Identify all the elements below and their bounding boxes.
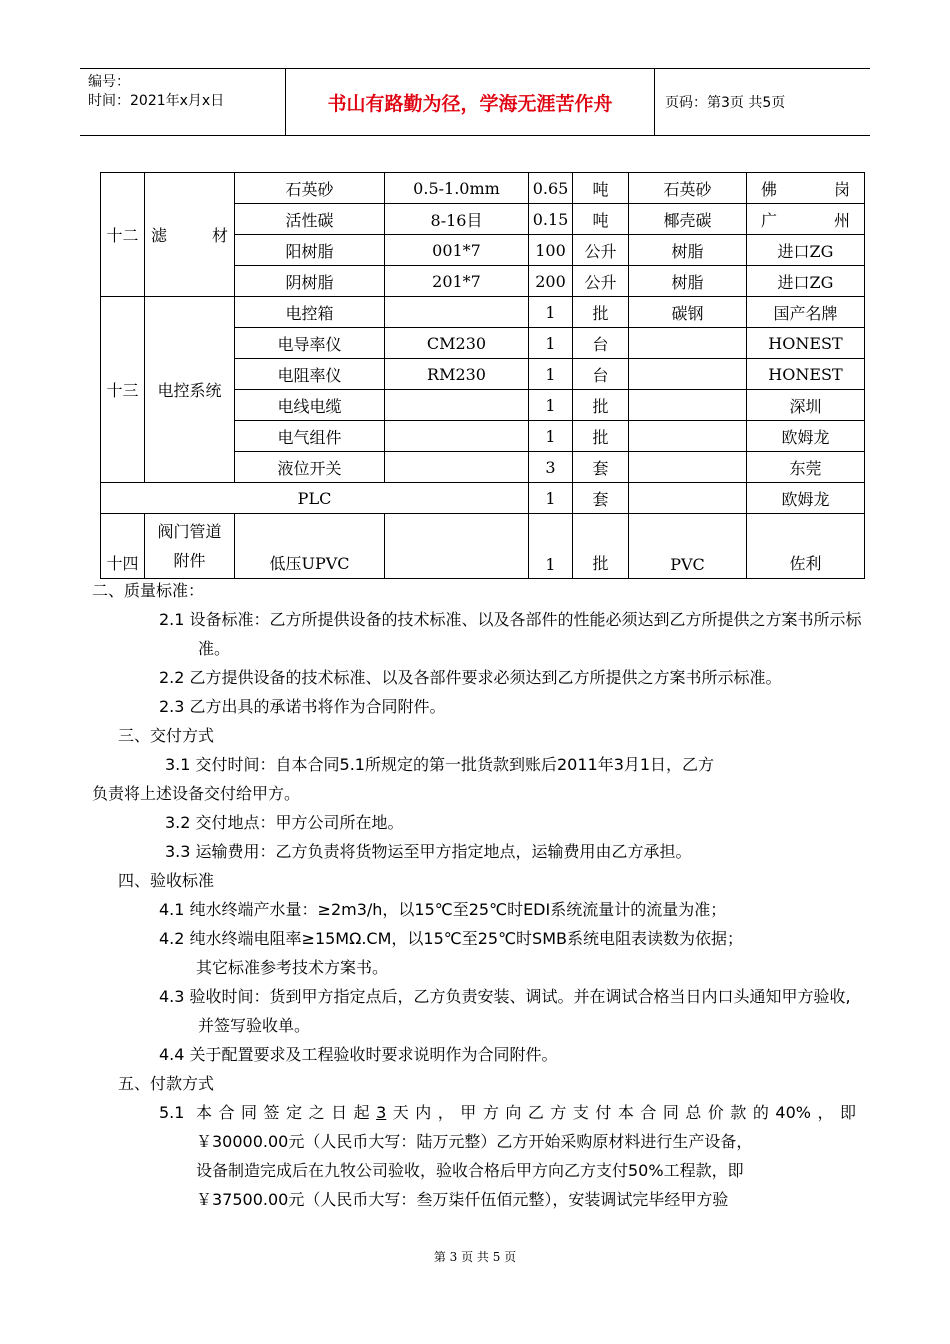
item-spec: 0.5-1.0mm [385, 173, 529, 204]
item-name: 石英砂 [235, 173, 385, 204]
item-material: 石英砂 [629, 173, 747, 204]
clause-3-1: 3.1 交付时间：自本合同5.1所规定的第一批货款到账后2011年3月1日，乙方 [165, 755, 715, 774]
item-unit: 批 [573, 421, 629, 452]
item-qty: 1 [529, 328, 573, 359]
item-spec [385, 421, 529, 452]
item-material [629, 452, 747, 483]
item-name: 活性碳 [235, 204, 385, 235]
group-number: 十四 [101, 514, 145, 579]
group-name: 滤 材 [145, 173, 235, 297]
table-row [101, 514, 865, 579]
clause-5-1-line2: ￥30000.00元（人民币大写：陆万元整）乙方开始采购原材料进行生产设备， [196, 1132, 753, 1151]
item-material: PVC [629, 514, 747, 579]
item-name: 电导率仪 [235, 328, 385, 359]
item-qty: 200 [529, 266, 573, 297]
item-name: PLC [101, 483, 529, 514]
clause-2-1: 2.1 设备标准：乙方所提供设备的技术标准、以及各部件的性能必须达到乙方所提供之方案书所示标准。 [159, 610, 862, 658]
item-material: 树脂 [629, 235, 747, 266]
item-origin: 欧姆龙 [747, 483, 865, 514]
item-material [629, 483, 747, 514]
clause-5-1-line4: ￥37500.00元（人民币大写：叁万柒仟伍佰元整），安装调试完毕经甲方验 [196, 1190, 729, 1209]
item-qty: 1 [529, 359, 573, 390]
clause-5-1: 5.1 本合同签定之日起3天内，甲方向乙方支付本合同总价款的40%，即 [159, 1103, 856, 1122]
item-unit: 批 [573, 297, 629, 328]
item-qty: 100 [529, 235, 573, 266]
item-spec [385, 390, 529, 421]
item-origin: 欧姆龙 [747, 421, 865, 452]
clause-4-1: 4.1 纯水终端产水量：≥2m3/h，以15℃至25℃时EDI系统流量计的流量为准； [159, 900, 727, 919]
clause-4-2: 4.2 纯水终端电阻率≥15MΩ.CM，以15℃至25℃时SMB系统电阻表读数为依据； [159, 929, 743, 948]
item-spec: CM230 [385, 328, 529, 359]
item-qty: 0.15 [529, 204, 573, 235]
item-material [629, 328, 747, 359]
item-unit: 批 [573, 514, 629, 579]
clause-5-1-line3: 设备制造完成后在九牧公司验收，验收合格后甲方向乙方支付50%工程款，即 [196, 1161, 744, 1180]
item-origin: 进口ZG [747, 235, 865, 266]
item-qty: 1 [529, 390, 573, 421]
item-origin: HONEST [747, 328, 865, 359]
clause-4-4: 4.4 关于配置要求及工程验收时要求说明作为合同附件。 [159, 1045, 558, 1064]
item-material [629, 390, 747, 421]
item-unit: 公升 [573, 235, 629, 266]
item-spec [385, 297, 529, 328]
item-origin: 国产名牌 [747, 297, 865, 328]
item-spec: 201*7 [385, 266, 529, 297]
item-spec: 001*7 [385, 235, 529, 266]
clause-2-2: 2.2 乙方提供设备的技术标准、以及各部件要求必须达到乙方所提供之方案书所示标准。 [159, 668, 782, 687]
group-name: 阀门管道 附件 [145, 514, 235, 579]
item-qty: 1 [529, 297, 573, 328]
item-origin: 广 州 [747, 204, 865, 235]
item-unit: 套 [573, 452, 629, 483]
item-material [629, 421, 747, 452]
equipment-table [100, 172, 865, 579]
section-heading: 五、付款方式 [118, 1074, 215, 1093]
section-heading: 三、交付方式 [118, 726, 215, 745]
item-spec [385, 452, 529, 483]
header-meta [80, 69, 285, 135]
item-spec: 8-16目 [385, 204, 529, 235]
clause-3-2: 3.2 交付地点：甲方公司所在地。 [165, 813, 404, 832]
item-name: 阳树脂 [235, 235, 385, 266]
section-heading: 二、质量标准： [92, 581, 205, 600]
item-name: 低压UPVC [235, 514, 385, 579]
item-origin: HONEST [747, 359, 865, 390]
item-origin: 佐利 [747, 514, 865, 579]
clause-3-1-cont: 负责将上述设备交付给甲方。 [92, 784, 301, 803]
item-spec: RM230 [385, 359, 529, 390]
item-unit: 台 [573, 328, 629, 359]
item-origin: 深圳 [747, 390, 865, 421]
clause-2-3: 2.3 乙方出具的承诺书将作为合同附件。 [159, 697, 446, 716]
item-name: 阴树脂 [235, 266, 385, 297]
page-header [80, 68, 870, 136]
item-qty: 1 [529, 421, 573, 452]
header-page-label: 页码：第3页 共5页 [665, 95, 786, 111]
item-material: 树脂 [629, 266, 747, 297]
table-row [101, 297, 865, 328]
item-origin: 佛 岗 [747, 173, 865, 204]
item-origin: 东莞 [747, 452, 865, 483]
contract-body [92, 576, 862, 1214]
group-number: 十二 [101, 173, 145, 297]
item-qty: 0.65 [529, 173, 573, 204]
item-material: 碳钢 [629, 297, 747, 328]
clause-3-3: 3.3 运输费用：乙方负责将货物运至甲方指定地点，运输费用由乙方承担。 [165, 842, 692, 861]
item-unit: 批 [573, 390, 629, 421]
table-row [101, 483, 865, 514]
time-label: 时间：2021年x月x日 [88, 93, 225, 109]
code-label: 编号： [88, 74, 130, 90]
item-unit: 吨 [573, 173, 629, 204]
table-row [101, 173, 865, 204]
item-origin: 进口ZG [747, 266, 865, 297]
item-unit: 吨 [573, 204, 629, 235]
item-unit: 台 [573, 359, 629, 390]
item-qty: 1 [529, 483, 573, 514]
section-heading: 四、验收标准 [118, 871, 215, 890]
item-name: 电阻率仪 [235, 359, 385, 390]
item-spec [385, 514, 529, 579]
item-unit: 套 [573, 483, 629, 514]
item-name: 电控箱 [235, 297, 385, 328]
item-qty: 3 [529, 452, 573, 483]
page-footer: 第 3 页 共 5 页 [433, 1250, 517, 1264]
item-unit: 公升 [573, 266, 629, 297]
item-material [629, 359, 747, 390]
group-name: 电控系统 [145, 297, 235, 483]
item-name: 电气组件 [235, 421, 385, 452]
item-qty: 1 [529, 514, 573, 579]
item-name: 液位开关 [235, 452, 385, 483]
clause-4-3: 4.3 验收时间：货到甲方指定点后，乙方负责安装、调试。并在调试合格当日内口头通知甲方验收,并签写验收单。 [159, 987, 851, 1035]
item-material: 椰壳碳 [629, 204, 747, 235]
clause-4-2-cont: 其它标准参考技术方案书。 [196, 958, 389, 977]
header-motto: 书山有路勤为径，学海无涯苦作舟 [285, 69, 655, 135]
item-name: 电线电缆 [235, 390, 385, 421]
group-number: 十三 [101, 297, 145, 483]
